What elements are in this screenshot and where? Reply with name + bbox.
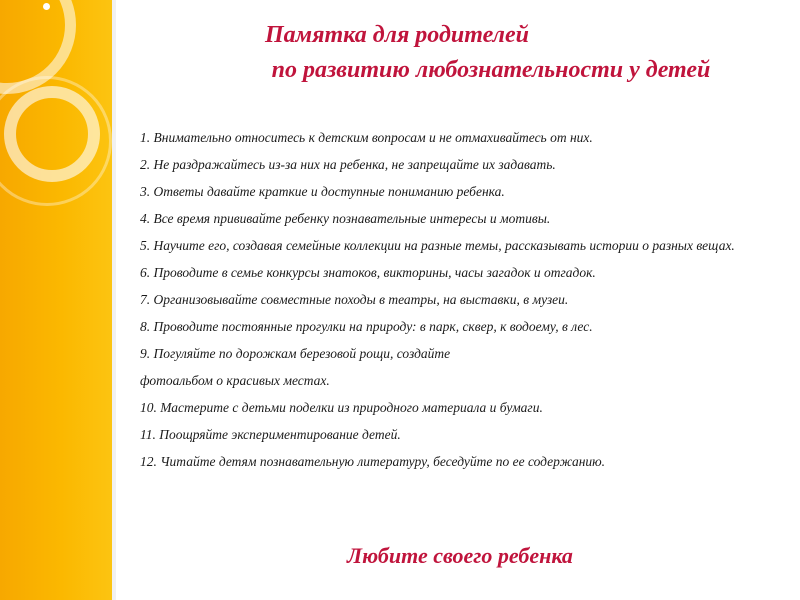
list-item: 11. Поощряйте экспериментирование детей. (140, 427, 401, 442)
title-line-1: Памятка для родителей (265, 22, 529, 48)
tips-list (140, 128, 772, 478)
sparkle-icon (43, 3, 50, 10)
list-item: фотоальбом о красивых местах. (140, 373, 330, 388)
list-item: 2. Не раздражайтесь из-за них на ребенка, не запрещайте их задавать. (140, 157, 556, 172)
list-item: 5. Научите его, создавая семейные коллекции на разные темы, рассказывать истории о разных вещах. (140, 238, 735, 253)
ring-ornament-icon (4, 86, 100, 182)
list-item: 12. Читайте детям познавательную литературу, беседуйте по ее содержанию. (140, 454, 606, 469)
list-item: 9. Погуляйте по дорожкам березовой рощи, создайте (140, 346, 451, 361)
title-line-2: по развитию любознательности у детей (271, 57, 711, 83)
list-item: 10. Мастерите с детьми поделки из природного материала и бумаги. (140, 400, 543, 415)
list-item: 6. Проводите в семье конкурсы знатоков, викторины, часы загадок и отгадок. (140, 265, 596, 280)
list-item: 1. Внимательно относитесь к детским вопросам и не отмахивайтесь от них. (140, 130, 593, 145)
closing-line: Любите своего ребенка (347, 543, 573, 568)
list-item: 3. Ответы давайте краткие и доступные пониманию ребенка. (140, 184, 505, 199)
page-title (130, 18, 800, 88)
list-item: 7. Организовывайте совместные походы в театры, на выставки, в музеи. (140, 292, 569, 307)
stripe-edge (112, 0, 116, 600)
list-item: 8. Проводите постоянные прогулки на природу: в парк, сквер, к водоему, в лес. (140, 319, 593, 334)
list-item: 4. Все время прививайте ребенку познавательные интересы и мотивы. (140, 211, 551, 226)
decorative-stripe (0, 0, 112, 600)
